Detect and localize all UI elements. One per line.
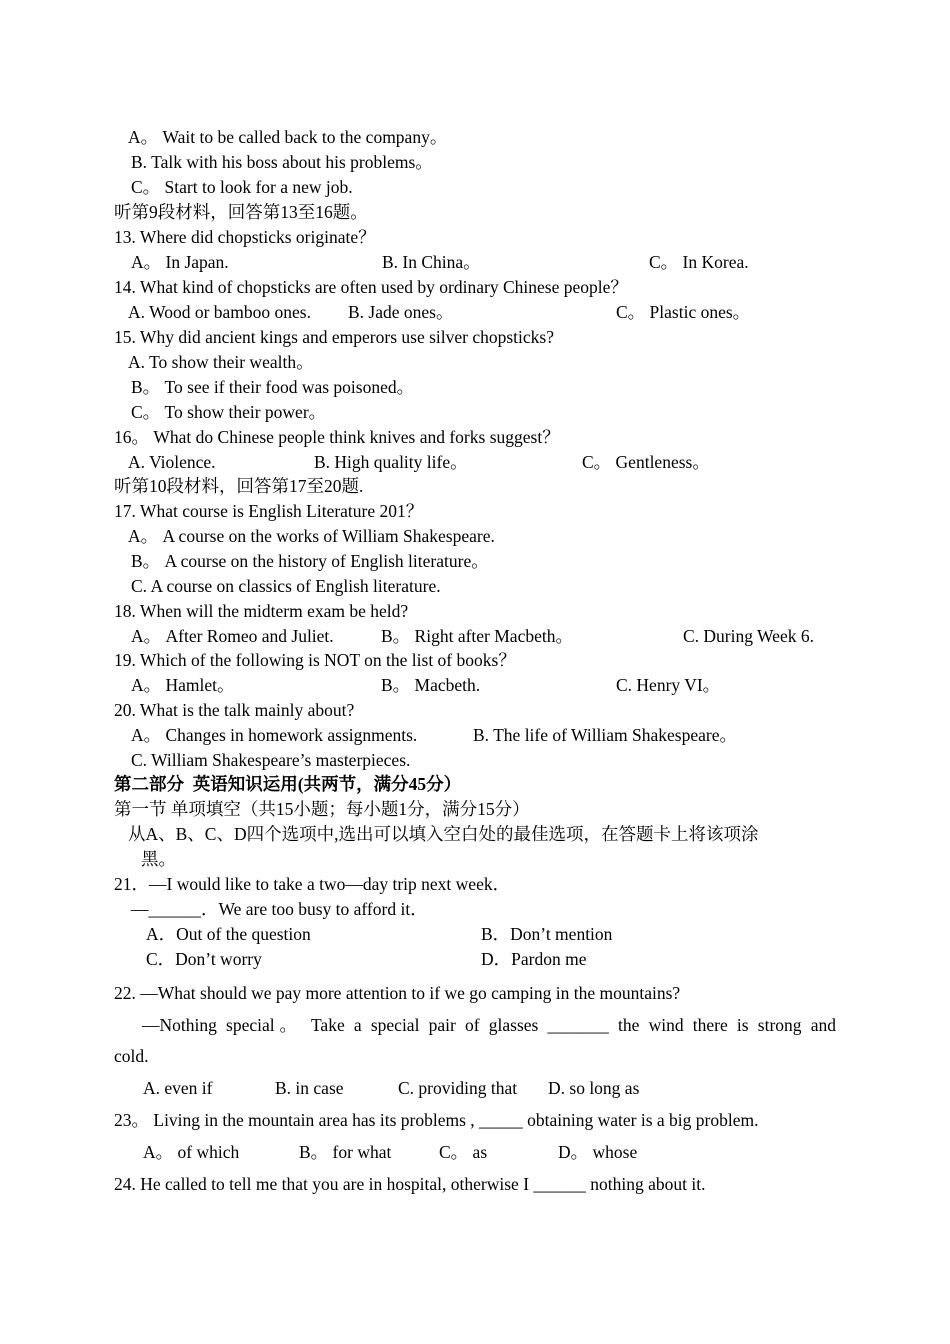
- q12-option-c: C。 Start to look for a new job.: [131, 177, 353, 197]
- q19-stem: 19. Which of the following is NOT on the list of books？: [114, 650, 516, 670]
- q18-option-b: B。 Right after Macbeth。: [381, 626, 573, 646]
- instruction-line-2: 黑。: [141, 849, 176, 869]
- q20-option-b: B. The life of William Shakespeare。: [473, 725, 737, 745]
- q21-option-c: C．Don’t worry: [146, 949, 262, 969]
- q23-option-c: C。 as: [439, 1142, 488, 1162]
- q16-option-b: B. High quality life。: [314, 452, 468, 472]
- q20-option-c: C. William Shakespeare’s masterpieces.: [131, 750, 411, 770]
- q20-option-a: A。 Changes in homework assignments.: [131, 725, 418, 745]
- q15-option-b: B。 To see if their food was poisoned。: [131, 377, 415, 397]
- q16-stem: 16。 What do Chinese people think knives and forks suggest？: [114, 427, 560, 447]
- instruction-line-1: 从A、B、C、D四个选项中,选出可以填入空白处的最佳选项，在答题卡上将该项涂: [128, 824, 759, 844]
- q23-stem: 23。 Living in the mountain area has its problems , _____ obtaining water is a big problem.: [114, 1110, 759, 1130]
- q17-option-c: C. A course on classics of English literature.: [131, 576, 441, 596]
- section1-heading: 第一节 单项填空（共15小题；每小题1分，满分15分）: [114, 799, 530, 819]
- q22-reply-line-2: cold.: [114, 1046, 149, 1066]
- q15-stem: 15. Why did ancient kings and emperors use silver chopsticks?: [114, 327, 554, 347]
- q21-option-d: D．Pardon me: [481, 949, 587, 969]
- q22-option-c: C. providing that: [398, 1078, 518, 1098]
- q19-option-b: B。 Macbeth.: [381, 675, 481, 695]
- q22-option-d: D. so long as: [548, 1078, 640, 1098]
- q22-option-b: B. in case: [275, 1078, 344, 1098]
- q14-stem: 14. What kind of chopsticks are often used by ordinary Chinese people？: [114, 277, 628, 297]
- q15-option-a: A. To show their wealth。: [128, 352, 314, 372]
- q15-option-c: C。 To show their power。: [131, 402, 327, 422]
- q18-option-a: A。 After Romeo and Juliet.: [131, 626, 334, 646]
- q21-reply: —______．We are too busy to afford it．: [131, 899, 428, 919]
- q21-option-a: A．Out of the question: [146, 924, 311, 944]
- q13-option-a: A。 In Japan.: [131, 252, 229, 272]
- q12-option-b: B. Talk with his boss about his problems。: [131, 152, 433, 172]
- q13-stem: 13. Where did chopsticks originate？: [114, 227, 376, 247]
- q14-option-b: B. Jade ones。: [348, 302, 454, 322]
- q16-option-c: C。 Gentleness。: [582, 452, 710, 472]
- q18-option-c: C. During Week 6.: [683, 626, 814, 646]
- q23-option-a: A。 of which: [143, 1142, 240, 1162]
- part2-heading: 第二部分 英语知识运用(共两节，满分45分）: [114, 774, 462, 794]
- q16-option-a: A. Violence.: [128, 452, 216, 472]
- q20-stem: 20. What is the talk mainly about?: [114, 700, 355, 720]
- q17-option-b: B。 A course on the history of English literature。: [131, 551, 489, 571]
- q13-option-c: C。 In Korea.: [649, 252, 749, 272]
- q17-stem: 17. What course is English Literature 201？: [114, 501, 424, 521]
- q12-option-a: A。 Wait to be called back to the company。: [128, 127, 448, 147]
- q14-option-a: A. Wood or bamboo ones.: [128, 302, 311, 322]
- q22-reply-line-1: —Nothing special。 Take a special pair of glasses _______ the wind there is strong and: [142, 1015, 836, 1035]
- q23-option-b: B。 for what: [299, 1142, 392, 1162]
- q14-option-c: C。 Plastic ones。: [616, 302, 751, 322]
- q21-stem: 21．—I would like to take a two—day trip next week．: [114, 874, 511, 894]
- q13-option-b: B. In China。: [382, 252, 481, 272]
- q22-option-a: A. even if: [143, 1078, 213, 1098]
- q22-stem: 22. —What should we pay more attention to if we go camping in the mountains?: [114, 983, 681, 1003]
- q21-option-b: B．Don’t mention: [481, 924, 613, 944]
- section10-instruction: 听第10段材料，回答第17至20题.: [114, 476, 364, 496]
- section9-instruction: 听第9段材料，回答第13至16题。: [114, 202, 368, 222]
- q19-option-a: A。 Hamlet。: [131, 675, 235, 695]
- q24-stem: 24. He called to tell me that you are in hospital, otherwise I ______ nothing about it.: [114, 1174, 706, 1194]
- q17-option-a: A。 A course on the works of William Shakespeare.: [128, 526, 495, 546]
- q19-option-c: C. Henry VI。: [616, 675, 721, 695]
- q18-stem: 18. When will the midterm exam be held?: [114, 601, 409, 621]
- q23-option-d: D。 whose: [558, 1142, 638, 1162]
